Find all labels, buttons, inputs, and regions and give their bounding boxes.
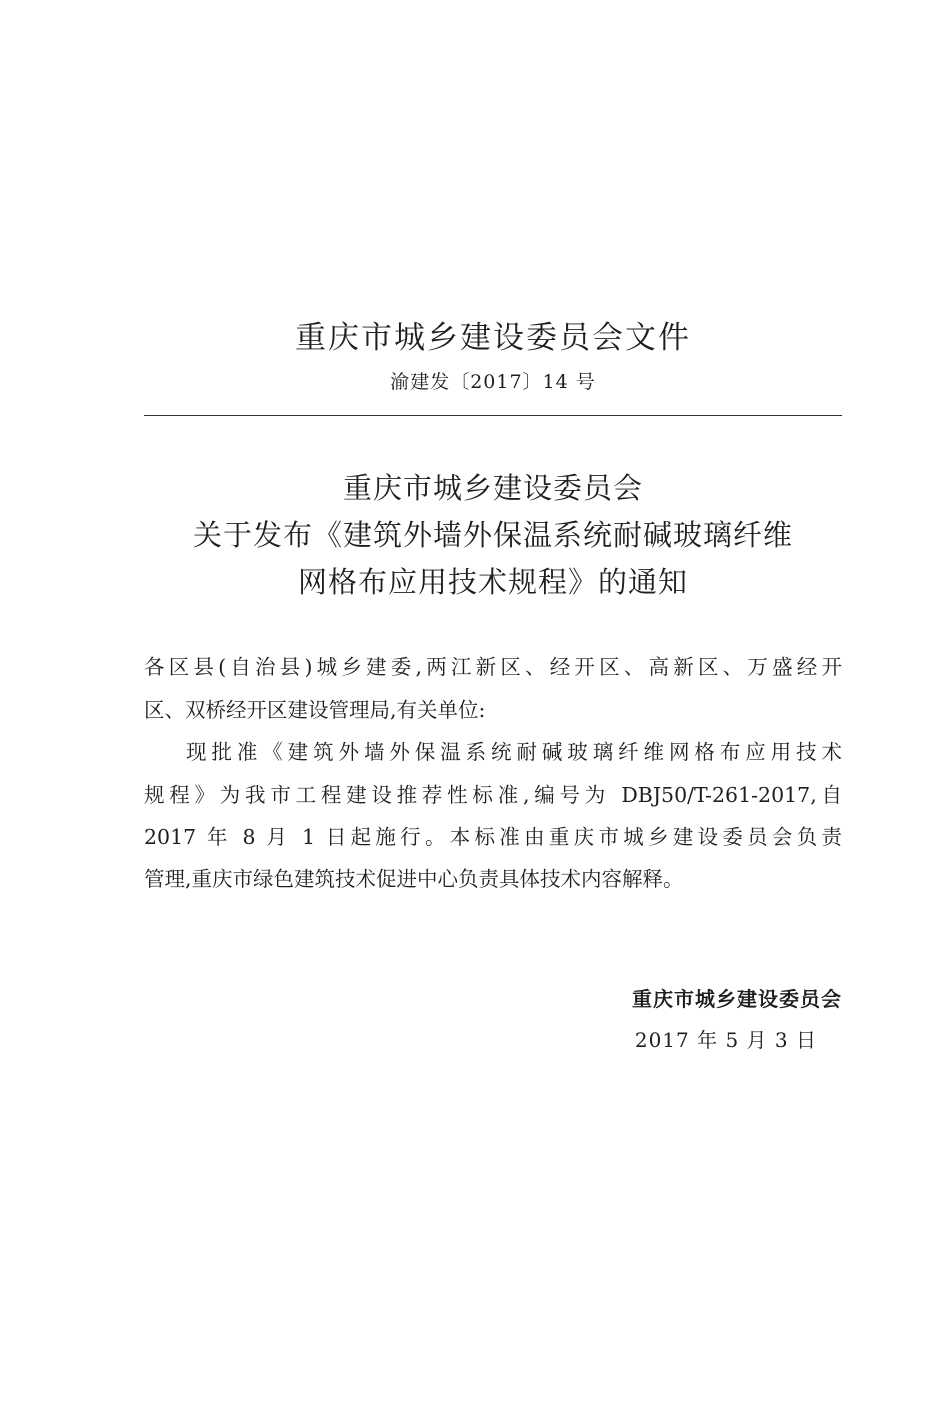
- notice-title-line-2: 关于发布《建筑外墙外保温系统耐碱玻璃纤维: [192, 518, 793, 552]
- body-line-2: 规程》为我市工程建设推荐性标准,编号为 DBJ50/T-261-2017,自: [144, 783, 842, 807]
- addressee-line-1: 各区县(自治县)城乡建委,两江新区、经开区、高新区、万盛经开: [144, 655, 842, 679]
- notice-title-line-3: 网格布应用技术规程》的通知: [297, 565, 688, 599]
- body-line-4: 管理,重庆市绿色建筑技术促进中心负责具体技术内容解释。: [144, 867, 684, 891]
- body-line-1: 现批准《建筑外墙外保温系统耐碱玻璃纤维网格布应用技术: [186, 740, 842, 764]
- notice-title-line-1: 重庆市城乡建设委员会: [342, 471, 643, 505]
- header-divider: [144, 415, 842, 416]
- addressee-line-2: 区、双桥经开区建设管理局,有关单位:: [144, 698, 486, 722]
- signature-organization: 重庆市城乡建设委员会: [632, 987, 842, 1011]
- document-number: 渝建发〔2017〕14 号: [390, 371, 596, 393]
- body-line-3: 2017 年 8 月 1 日起施行。本标准由重庆市城乡建设委员会负责: [144, 825, 842, 849]
- signature-date: 2017 年 5 月 3 日: [634, 1028, 817, 1052]
- document-header-title: 重庆市城乡建设委员会文件: [295, 320, 691, 356]
